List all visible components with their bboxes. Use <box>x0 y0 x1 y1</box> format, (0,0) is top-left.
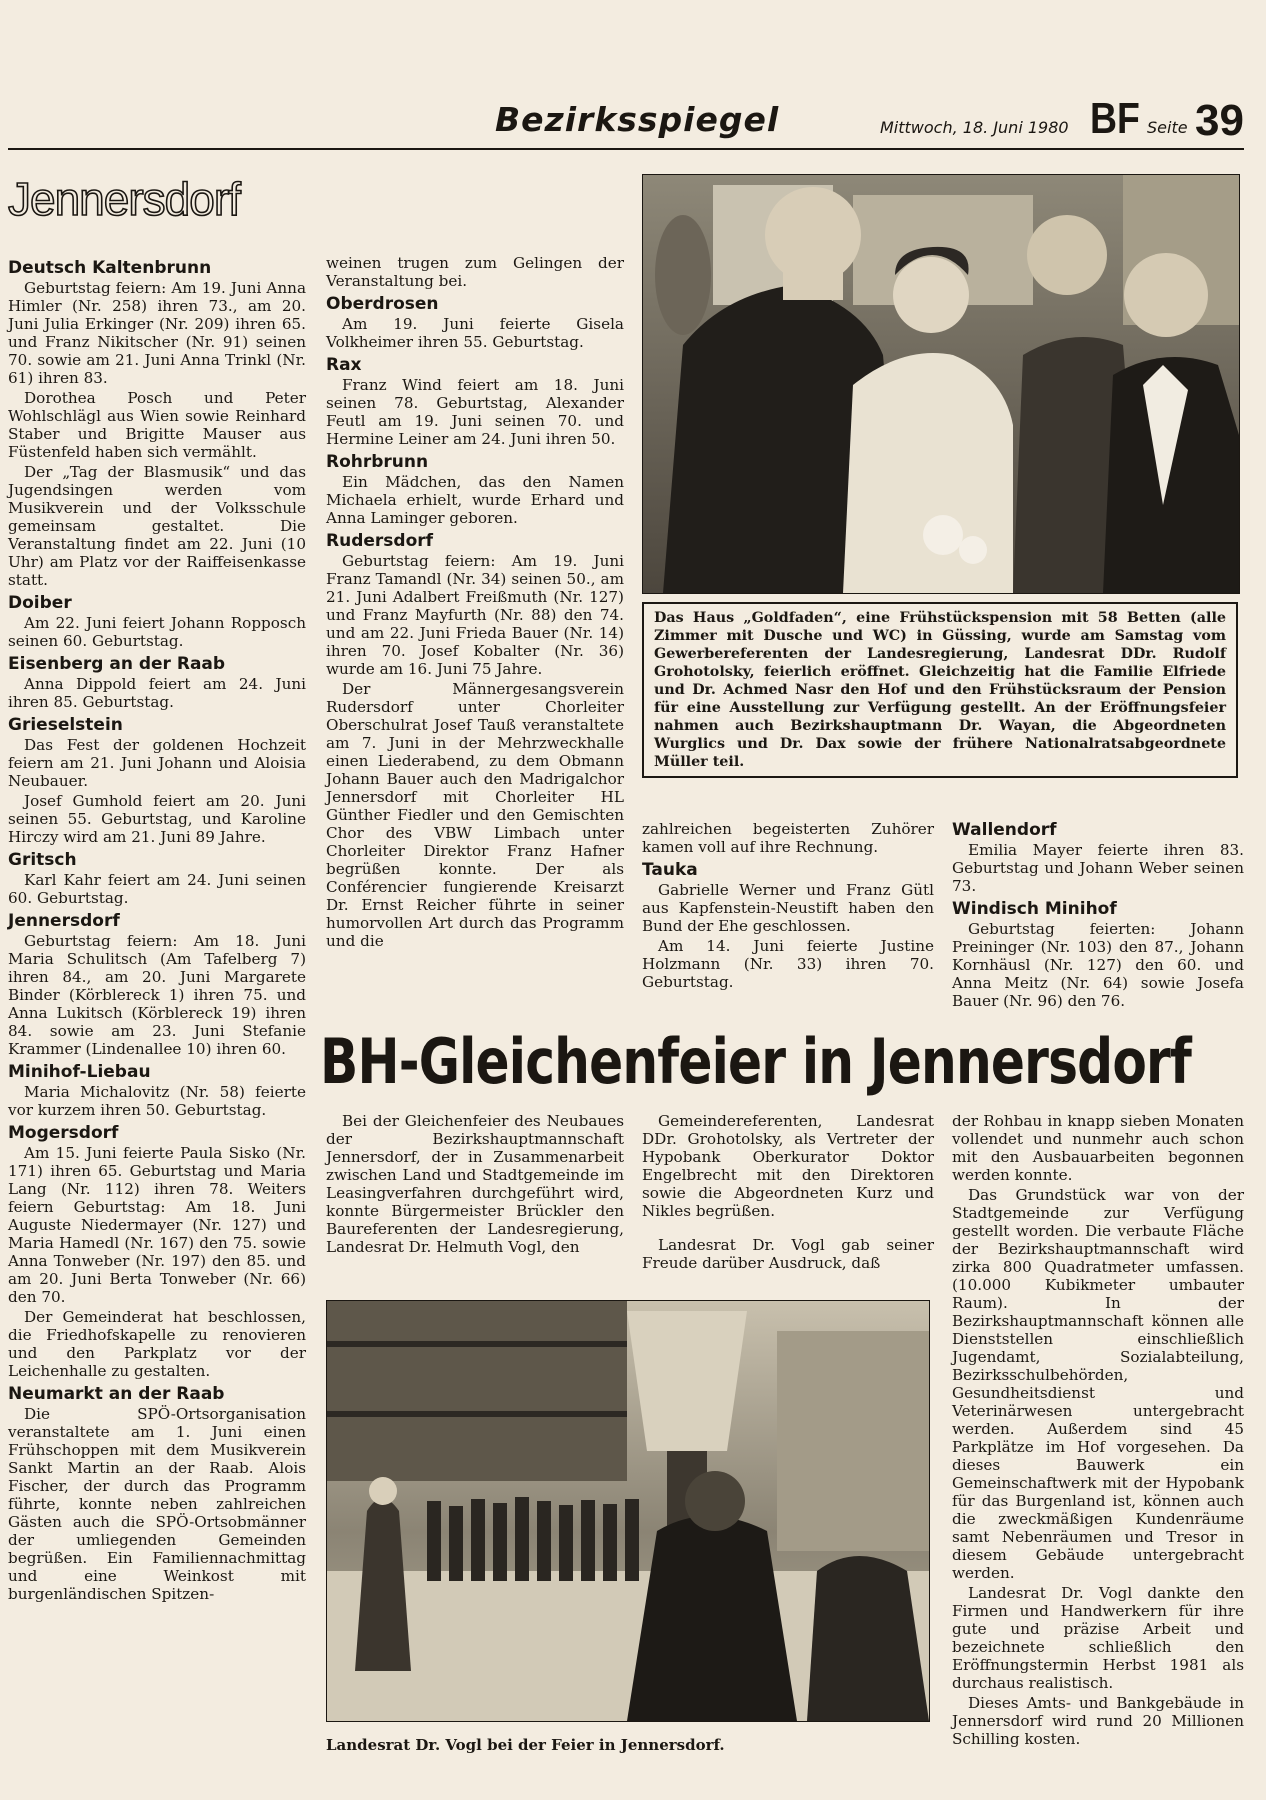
header-rule <box>8 148 1244 150</box>
column-4 <box>952 816 1244 1012</box>
article-lead-2 <box>642 1112 934 1222</box>
paragraph: Landesrat Dr. Vogl gab seiner Freude darüber Ausdruck, daß <box>642 1236 934 1272</box>
photo-gleichenfeier-caption: Landesrat Dr. Vogl bei der Feier in Jennersdorf. <box>326 1736 725 1754</box>
heading-gritsch: Gritsch <box>8 850 77 870</box>
photo-goldfaden-caption: Das Haus „Goldfaden“, eine Frühstückspension mit 58 Betten (alle Zimmer mit Dusche und WC) in Güssing, wurde am Samstag vom Gewerbereferenten der Landesregierung, Landesrat DDr. Rudolf Grohotolsky, feierlich eröffnet. Gleichzeitig hat die Familie Elfriede und Dr. Achmed Nasr den Hof und den Frühstücksraum der Pension für eine Ausstellung zur Verfügung gestellt. An der Eröffnungsfeier nahmen auch Bezirkshauptmann Dr. Wayan, die Abgeordneten Wurglics und Dr. Dax sowie der frühere Nationalratsabgeordnete Müller teil. <box>642 602 1238 778</box>
lead-paragraph: Bei der Gleichenfeier des Neubaues der Bezirkshauptmannschaft Jennersdorf, der in Zusammenarbeit zwischen Land und Stadtgemeinde im Leasingverfahren durchgeführt wird, konnte Bürgermeister Brückler den Baureferenten der Landesregierung, Landesrat Dr. Helmuth Vogl, den <box>326 1112 624 1256</box>
heading-minihof-liebau: Minihof-Liebau <box>8 1062 151 1082</box>
paragraph: Das Fest der goldenen Hochzeit feiern am 21. Juni Johann und Aloisia Neubauer. <box>8 736 306 790</box>
paragraph: Geburtstag feierten: Johann Preininger (Nr. 103) den 87., Johann Kornhäusl (Nr. 127) den 60. und Anna Meitz (Nr. 64) sowie Josefa Bauer (Nr. 96) den 76. <box>952 920 1244 1010</box>
lead-paragraph: Gemeindereferenten, Landesrat DDr. Grohotolsky, als Vertreter der Hypobank Oberkurator Doktor Engelbrecht mit den Direktoren sowie die Abgeordneten Kurz und Nikles begrüßen. <box>642 1112 934 1220</box>
heading-mogersdorf: Mogersdorf <box>8 1123 119 1143</box>
column-2 <box>326 254 624 952</box>
paragraph: Die SPÖ-Ortsorganisation veranstaltete am 1. Juni einen Frühschoppen mit dem Musikverein Sankt Martin an der Raab. Alois Fischer, der durch das Programm führte, konnte neben zahlreichen Gästen auch die SPÖ-Ortsobmänner der umliegenden Gemeinden begrüßen. Ein Familiennachmittag und eine Weinkost mit burgenländischen Spitzen- <box>8 1405 306 1603</box>
photo-goldfaden-opening <box>642 174 1240 594</box>
paragraph: Der Gemeinderat hat beschlossen, die Friedhofskapelle zu renovieren und den Parkplatz vor der Leichenhalle zu gestalten. <box>8 1308 306 1380</box>
paragraph: Dorothea Posch und Peter Wohlschlägl aus Wien sowie Reinhard Staber und Brigitte Mauser aus Füstenfeld haben sich vermählt. <box>8 389 306 461</box>
paragraph: Gabrielle Werner und Franz Gütl aus Kapfenstein-Neustift haben den Bund der Ehe geschlossen. <box>642 881 934 935</box>
heading-oberdrosen: Oberdrosen <box>326 294 439 314</box>
heading-rudersdorf: Rudersdorf <box>326 531 434 551</box>
paragraph: Geburtstag feiern: Am 18. Juni Maria Schulitsch (Am Tafelberg 7) ihren 84., am 20. Juni Margarete Binder (Körblereck 1) ihren 75. und Anna Lukitsch (Körblereck 19) ihren 84. sowie am 23. Juni Stefanie Krammer (Lindenallee 10) ihren 60. <box>8 932 306 1058</box>
heading-wallendorf: Wallendorf <box>952 820 1057 840</box>
paragraph: Geburtstag feiern: Am 19. Juni Franz Tamandl (Nr. 34) seinen 50., am 21. Juni Adalbert Freißmuth (Nr. 127) und Franz Mayfurth (Nr. 88) den 74. und am 22. Juni Frieda Bauer (Nr. 14) ihren 70. Josef Kobalter (Nr. 36) wurde am 16. Juni 75 Jahre. <box>326 552 624 678</box>
section-title: Bezirksspiegel <box>495 100 780 139</box>
issue-date: Mittwoch, 18. Juni 1980 <box>880 118 1069 137</box>
column-1 <box>8 254 306 1605</box>
paragraph: weinen trugen zum Gelingen der Veranstaltung bei. <box>326 254 624 290</box>
article-body-1 <box>642 1236 934 1274</box>
paragraph: Das Grundstück war von der Stadtgemeinde zur Verfügung gestellt worden. Die verbaute Fläche der Bezirkshauptmannschaft wird zirka 800 Quadratmeter umfassen. (10.000 Kubikmeter umbauter Raum). In der Bezirkshauptmannschaft können alle Dienststellen einschließlich Jugendamt, Sozialabteilung, Bezirksschulbehörden, Gesundheitsdienst und Veterinärwesen untergebracht werden. Außerdem sind 45 Parkplätze im Hof vorgesehen. Da dieses Bauwerk ein Gemeinschaftwerk mit der Hypobank für das Burgenland ist, können auch die zweckmäßigen Kundenräume samt Nebenräumen und Tresor in diesem Gebäude untergebracht werden. <box>952 1186 1244 1582</box>
paragraph: Anna Dippold feiert am 24. Juni ihren 85. Geburtstag. <box>8 675 306 711</box>
paragraph: zahlreichen begeisterten Zuhörer kamen voll auf ihre Rechnung. <box>642 820 934 856</box>
paragraph: Franz Wind feiert am 18. Juni seinen 78. Geburtstag, Alexander Feutl am 19. Juni seinen 70. und Hermine Leiner am 24. Juni ihren 50. <box>326 376 624 448</box>
paragraph: Maria Michalovitz (Nr. 58) feierte vor kurzem ihren 50. Geburtstag. <box>8 1083 306 1119</box>
page-number: 39 <box>1195 96 1244 145</box>
page-label: Seite <box>1147 118 1188 137</box>
paragraph: Landesrat Dr. Vogl dankte den Firmen und Handwerkern für ihre gute und präzise Arbeit und bezeichnete schließlich den Eröffnungstermin Herbst 1981 als durchaus realistisch. <box>952 1584 1244 1692</box>
heading-neumarkt: Neumarkt an der Raab <box>8 1384 225 1404</box>
heading-rohrbrunn: Rohrbrunn <box>326 452 429 472</box>
article-headline: BH-Gleichenfeier in Jennersdorf <box>320 1025 1192 1098</box>
column-3 <box>642 820 934 993</box>
heading-eisenberg: Eisenberg an der Raab <box>8 654 226 674</box>
paper-logo: BF <box>1090 94 1140 143</box>
heading-grieselstein: Grieselstein <box>8 715 123 735</box>
paragraph: Der Männergesangsverein Rudersdorf unter Chorleiter Oberschulrat Josef Tauß veranstaltete am 7. Juni in der Mehrzweckhalle einen Liederabend, zu dem Obmann Johann Bauer auch den Madrigalchor Jennersdorf mit Chorleiter HL Günther Fiedler und den Gemischten Chor des VBW Limbach unter Chorleiter Direktor Franz Hafner begrüßen konnte. Der als Conférencier fungierende Kreisarzt Dr. Ernst Reicher führte in seiner humorvollen Art durch das Programm und die <box>326 680 624 950</box>
paragraph: Dieses Amts- und Bankgebäude in Jennersdorf wird rund 20 Millionen Schilling kosten. <box>952 1694 1244 1748</box>
paragraph: Am 14. Juni feierte Justine Holzmann (Nr. 33) ihren 70. Geburtstag. <box>642 937 934 991</box>
region-title: Jennersdorf <box>8 173 240 225</box>
heading-windisch-minihof: Windisch Minihof <box>952 899 1117 919</box>
heading-jennersdorf: Jennersdorf <box>8 911 120 931</box>
paragraph: Josef Gumhold feiert am 20. Juni seinen 55. Geburtstag, und Karoline Hirczy wird am 21. Juni 89 Jahre. <box>8 792 306 846</box>
photo-gleichenfeier <box>326 1300 930 1722</box>
heading-rax: Rax <box>326 355 362 375</box>
photo-gleichenfeier-image <box>327 1301 929 1721</box>
paragraph: Am 15. Juni feierte Paula Sisko (Nr. 171) ihren 65. Geburtstag und Maria Lang (Nr. 112) ihren 78. Weiters feiern Geburtstag: Am 18. Juni Auguste Niedermayer (Nr. 127) und Maria Hamedl (Nr. 167) den 75. sowie Anna Tonweber (Nr. 197) den 85. und am 20. Juni Berta Tonweber (Nr. 66) den 70. <box>8 1144 306 1306</box>
paragraph: Am 22. Juni feiert Johann Ropposch seinen 60. Geburtstag. <box>8 614 306 650</box>
paragraph: der Rohbau in knapp sieben Monaten vollendet und nunmehr auch schon mit den Ausbauarbeiten begonnen werden konnte. <box>952 1112 1244 1184</box>
paragraph: Am 19. Juni feierte Gisela Volkheimer ihren 55. Geburtstag. <box>326 315 624 351</box>
paragraph: Geburtstag feiern: Am 19. Juni Anna Himler (Nr. 258) ihren 73., am 20. Juni Julia Erkinger (Nr. 209) ihren 65. und Franz Nikitscher (Nr. 91) seinen 70. sowie am 21. Juni Anna Trinkl (Nr. 61) ihren 83. <box>8 279 306 387</box>
heading-tauka: Tauka <box>642 860 698 880</box>
paragraph: Der „Tag der Blasmusik“ und das Jugendsingen werden vom Musikverein und der Volksschule gemeinsam gestaltet. Die Veranstaltung findet am 22. Juni (10 Uhr) am Platz vor der Raiffeisenkasse statt. <box>8 463 306 589</box>
heading-doiber: Doiber <box>8 593 72 613</box>
article-lead-1 <box>326 1112 624 1258</box>
paragraph: Emilia Mayer feierte ihren 83. Geburtstag und Johann Weber seinen 73. <box>952 841 1244 895</box>
paragraph: Ein Mädchen, das den Namen Michaela erhielt, wurde Erhard und Anna Laminger geboren. <box>326 473 624 527</box>
photo-goldfaden-image <box>643 175 1239 593</box>
article-column-4 <box>952 1112 1244 1750</box>
paragraph: Karl Kahr feiert am 24. Juni seinen 60. Geburtstag. <box>8 871 306 907</box>
heading-deutsch-kaltenbrunn: Deutsch Kaltenbrunn <box>8 258 212 278</box>
